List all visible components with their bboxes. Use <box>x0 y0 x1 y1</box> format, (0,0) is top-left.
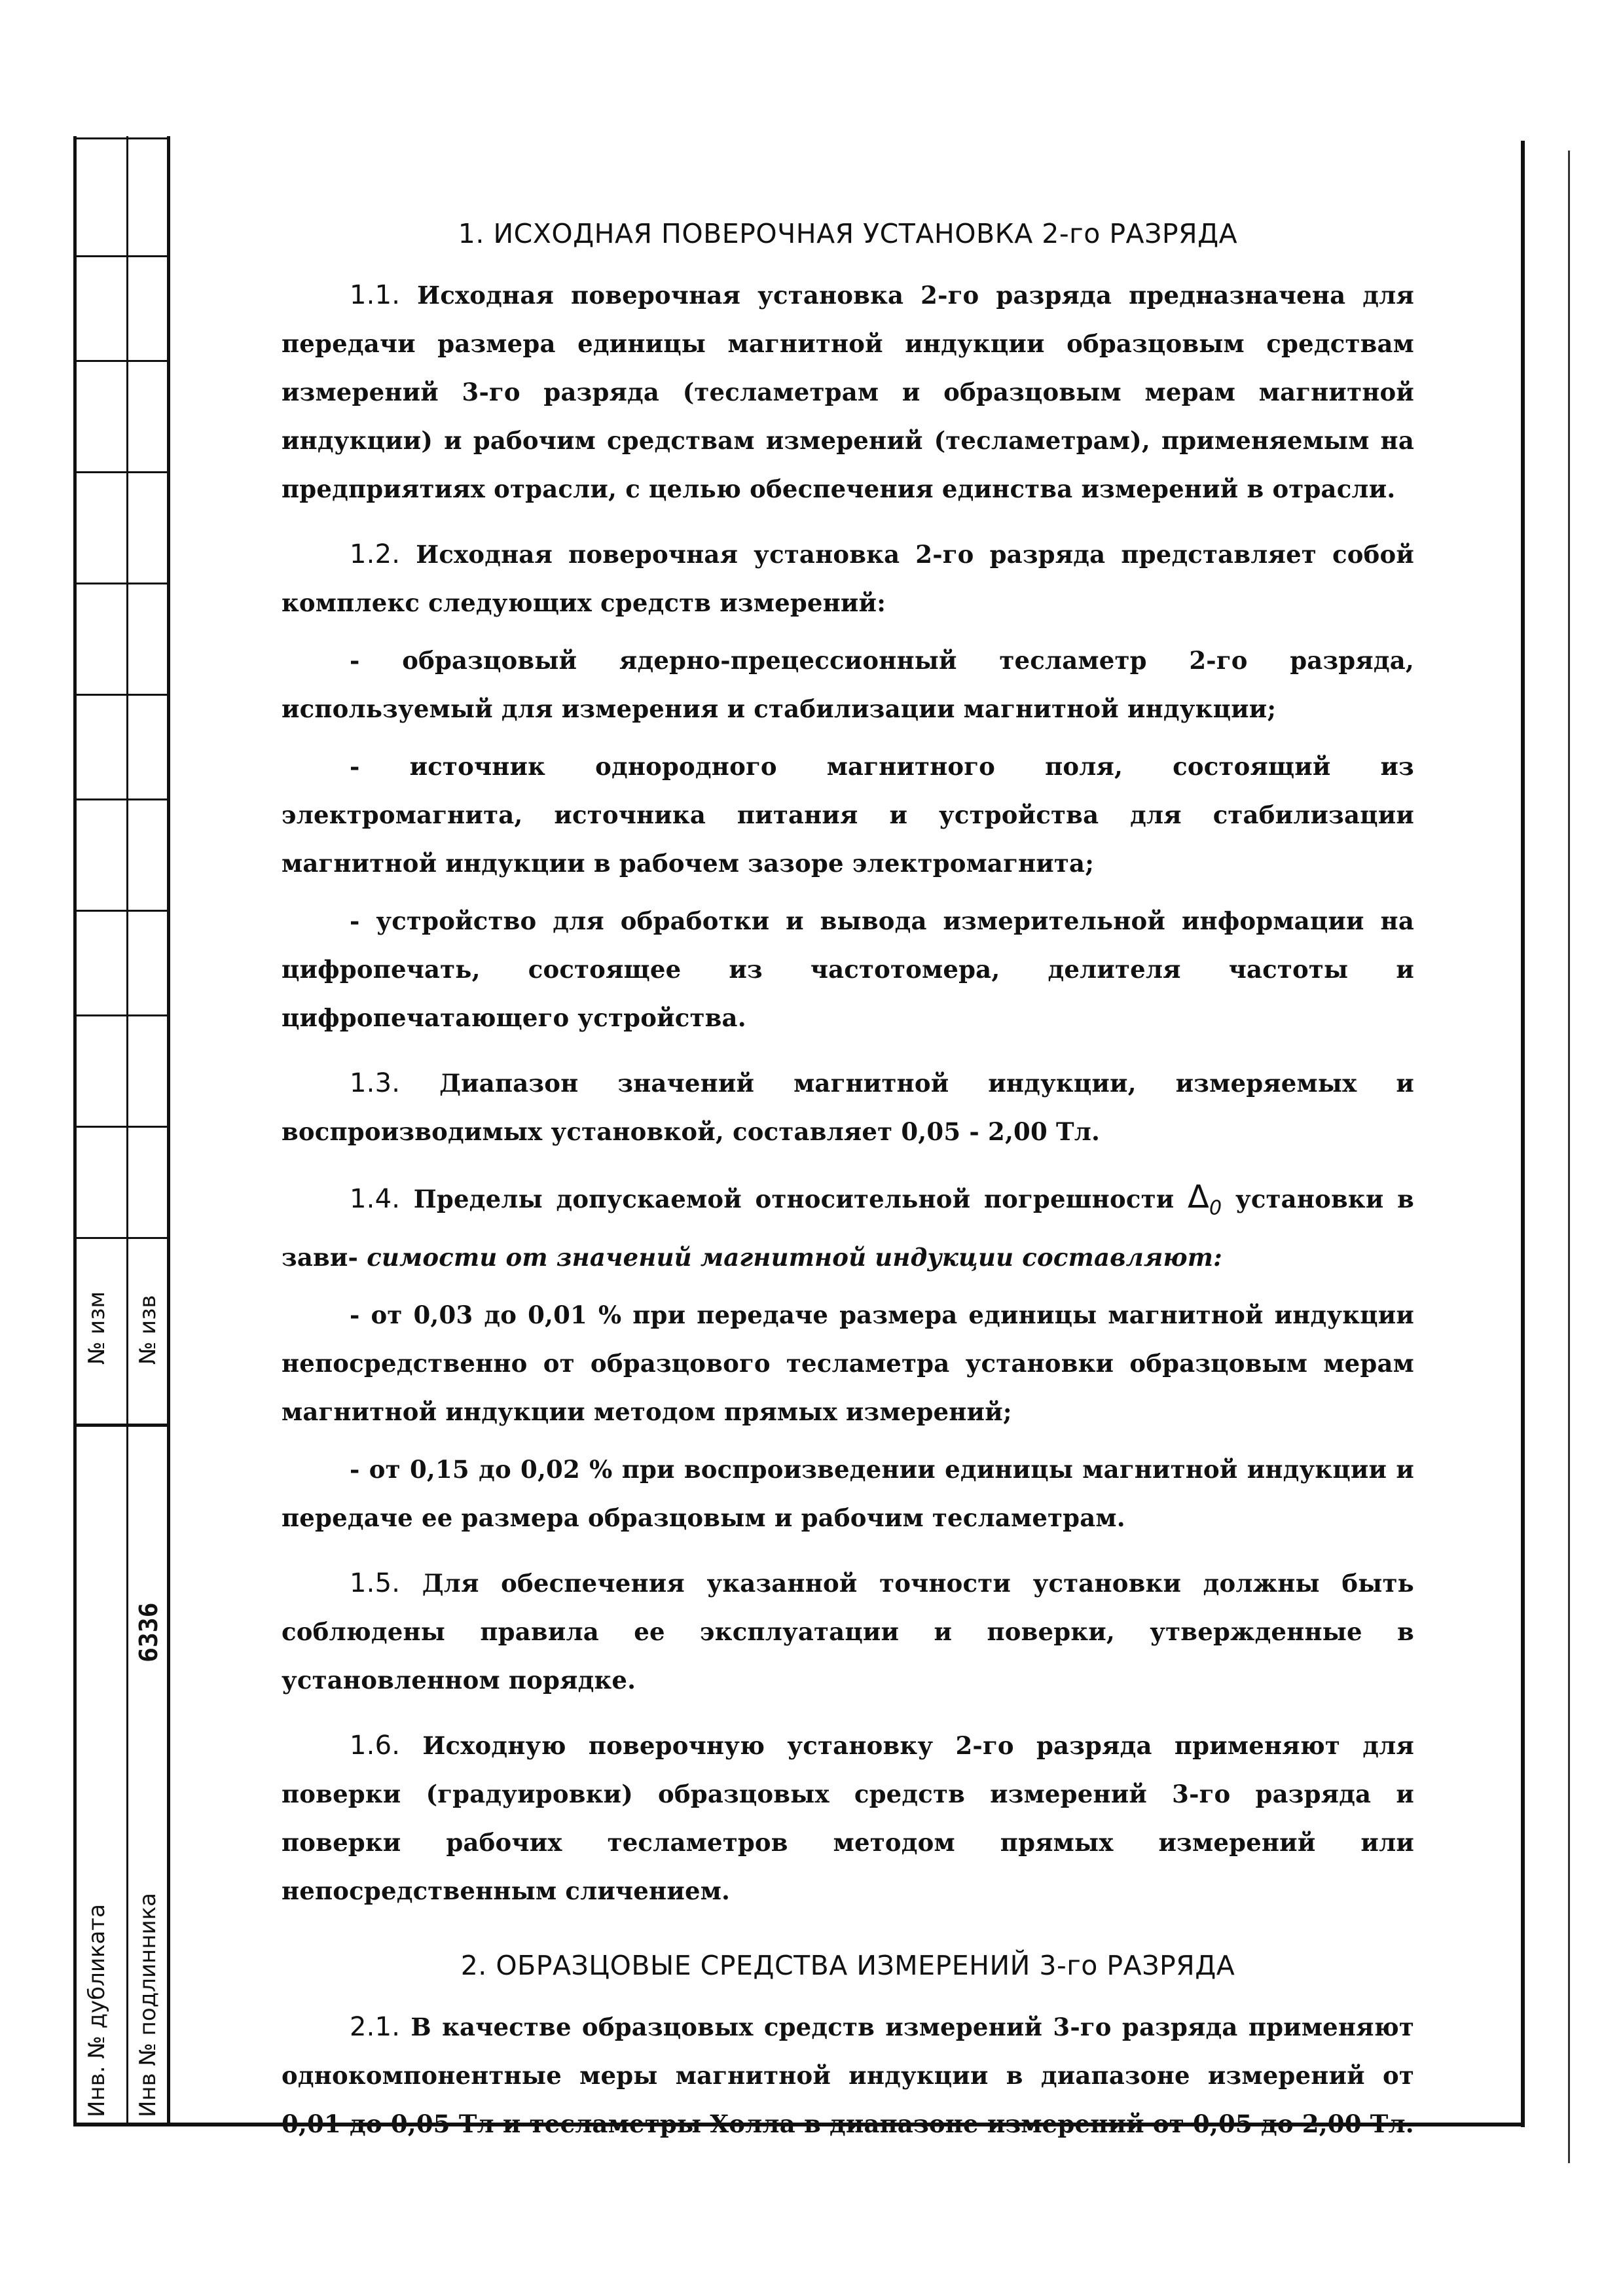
frame-column-divider <box>126 136 128 2126</box>
sidebar-label-original-inv: Инв № подлинника <box>135 1893 161 2117</box>
paragraph-text: Исходная поверочная установка 2-го разряда представляет собой комплекс следующих средств измерений: <box>282 540 1414 617</box>
stamp-row-line <box>73 255 169 257</box>
paragraph-number: 1.4. <box>350 1184 401 1214</box>
stamp-row-line <box>73 1424 169 1427</box>
stamp-row-line <box>73 1014 169 1016</box>
paragraph-text: Пределы допускаемой относительной погрешности <box>413 1185 1175 1213</box>
sidebar-inventory-number: 6336 <box>134 1602 163 1662</box>
paragraph-text: установки в зави- <box>282 1185 1415 1272</box>
document-body <box>282 209 1414 2165</box>
stamp-row-line <box>73 798 169 800</box>
stamp-row-line <box>73 360 169 362</box>
sidebar-label-notice-no: № изв <box>135 1295 161 1365</box>
delta-symbol-subscript: 0 <box>1209 1196 1222 1220</box>
list-item: - от 0,03 до 0,01 % при передаче размера единицы магнитной индукции непосредственно от образцового тесламетра установки образцовым мерам магнитной индукции методом прямых измерений; <box>282 1300 1414 1426</box>
sidebar-label-duplicate-inv: Инв. № дубликата <box>84 1904 110 2117</box>
page-edge-line <box>1568 151 1570 2163</box>
paragraph-number: 2.1. <box>350 2011 401 2042</box>
paragraph-number: 1.6. <box>350 1730 401 1761</box>
stamp-row-line <box>73 910 169 912</box>
delta-symbol-char: Δ <box>1187 1179 1210 1215</box>
list-item: - источник однородного магнитного поля, состоящий из электромагнита, источника питания и устройства для стабилизации магнитной индукции в рабочем зазоре электромагнита; <box>282 752 1414 878</box>
stamp-row-line <box>73 694 169 696</box>
list-item: - устройство для обработки и вывода измерительной информации на цифропечать, состоящее из частотомера, делителя частоты и цифропечатающего устройства. <box>282 906 1414 1032</box>
frame-top-border <box>73 137 169 139</box>
sidebar-label-change-no: № изм <box>84 1291 110 1365</box>
paragraph-1-1 <box>282 271 1414 513</box>
paragraph-number: 1.3. <box>350 1068 401 1098</box>
section-2-heading: 2. ОБРАЗЦОВЫЕ СРЕДСТВА ИЗМЕРЕНИЙ 3-го РАЗРЯДА <box>460 1949 1235 1981</box>
stamp-row-line <box>73 471 169 473</box>
stamp-row-line <box>73 1126 169 1128</box>
delta-symbol <box>1187 1179 1222 1220</box>
paragraph-1-4 <box>282 1173 1414 1282</box>
frame-left-border <box>73 136 77 2126</box>
paragraph-1-3 <box>282 1059 1414 1156</box>
paragraph-text: В качестве образцовых средств измерений 3-го разряда применяют однокомпонентные меры магнитной индукции в диапазоне измерений от 0,01 до 0,05 Тл и тесламетры Холла в диапазоне измерений от 0,05 до 2,00 Тл. <box>282 2012 1414 2138</box>
paragraph-text: Исходная поверочная установка 2-го разряда предназначена для передачи размера единицы магнитной индукции образцовым средствам измерений 3-го разряда (тесламетрам и образцовым мерам магнитной индукции) и рабочим средствам измерений (тесламетрам), применяемым на предприятиях отрасли, с целью обеспечения единства измерений в отрасли. <box>282 281 1414 503</box>
paragraph-2-1 <box>282 2003 1414 2148</box>
paragraph-number: 1.2. <box>350 539 401 569</box>
paragraph-text-italic: симости от значений магнитной индукции составляют: <box>367 1242 1223 1272</box>
section-1-heading: 1. ИСХОДНАЯ ПОВЕРОЧНАЯ УСТАНОВКА 2-го РАЗРЯДА <box>458 218 1238 249</box>
paragraph-text: Исходную поверочную установку 2-го разряда применяют для поверки (градуировки) образцовых средств измерений 3-го разряда и поверки рабочих тесламетров методом прямых измерений или непосредственным сличением. <box>282 1731 1414 1905</box>
paragraph-1-6 <box>282 1721 1414 1915</box>
paragraph-text: Диапазон значений магнитной индукции, измеряемых и воспроизводимых установкой, составляет 0,05 - 2,00 Тл. <box>282 1069 1414 1146</box>
paragraph-number: 1.5. <box>350 1568 401 1598</box>
list-item: - образцовый ядерно-прецессионный тесламетр 2-го разряда, используемый для измерения и стабилизации магнитной индукции; <box>282 646 1414 723</box>
paragraph-text: Для обеспечения указанной точности установки должны быть соблюдены правила ее эксплуатации и поверки, утвержденные в установленном порядке. <box>282 1568 1414 1695</box>
frame-column-divider-outer <box>167 136 170 2126</box>
list-item: - от 0,15 до 0,02 % при воспроизведении единицы магнитной индукции и передаче ее размера образцовым и рабочим тесламетрам. <box>282 1454 1414 1532</box>
paragraph-1-2 <box>282 530 1414 627</box>
frame-right-border <box>1521 141 1525 2127</box>
stamp-row-line <box>73 583 169 584</box>
paragraph-number: 1.1. <box>350 280 401 310</box>
paragraph-1-5 <box>282 1559 1414 1704</box>
stamp-row-line <box>73 1237 169 1239</box>
